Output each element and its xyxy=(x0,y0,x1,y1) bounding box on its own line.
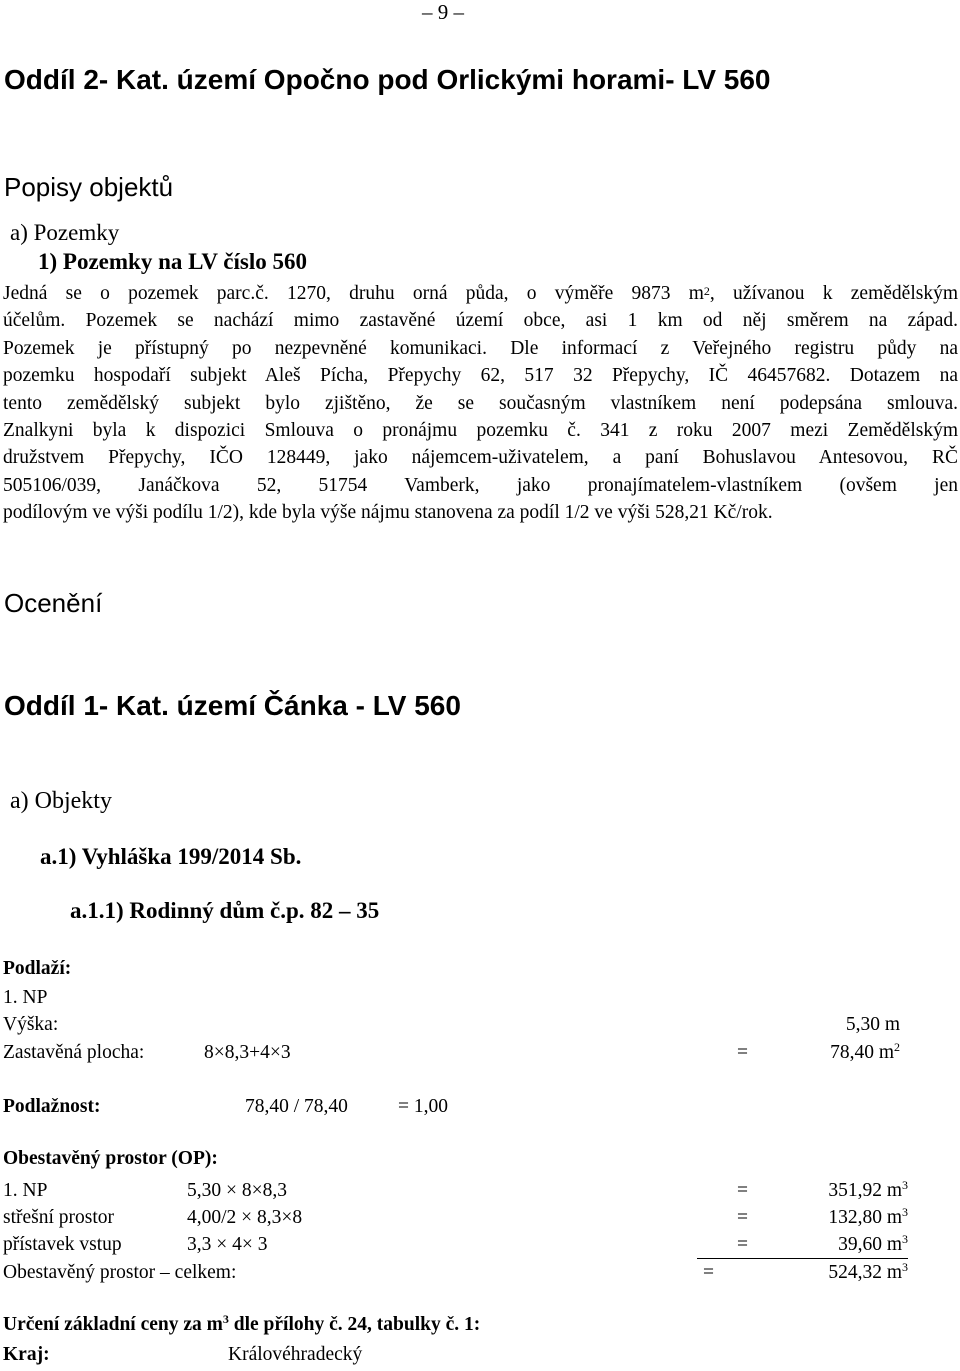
volume-total-value: 524,32 $m^3$ xyxy=(828,1260,908,1283)
region-label: Kraj: xyxy=(3,1344,50,1365)
floors-label: Podlaží: xyxy=(3,958,72,979)
volume-row-value: 39,60 $m^3$ xyxy=(838,1232,908,1255)
paragraph-line: tento zemědělský subjekt bylo zjištěno, že se současným vlastníkem není podepsána smlouva. xyxy=(3,392,958,414)
volume-total-equals: = xyxy=(703,1262,714,1283)
volume-heading: Obestavěný prostor (OP): xyxy=(3,1148,218,1169)
volume-row-label: přístavek vstup xyxy=(3,1234,122,1255)
volume-total-label: Obestavěný prostor – celkem: xyxy=(3,1262,237,1283)
paragraph-line: pozemku hospodaří subjekt Aleš Pícha, Přepychy 62, 517 32 Přepychy, IČ 46457682. Dotazem na xyxy=(3,365,958,387)
volume-row-formula: 4,00/2 × 8,3×8 xyxy=(187,1207,303,1228)
descriptions-heading: Popisy objektů xyxy=(4,172,174,202)
paragraph-line: Pozemek je přístupný po nezpevněné komunikaci. Dle informací z Veřejného registru půdy na xyxy=(3,337,958,359)
built-area-formula: 8×8,3+4×3 xyxy=(204,1042,291,1063)
land-description-paragraph xyxy=(3,280,958,527)
volume-row-value: 132,80 $m^3$ xyxy=(828,1205,908,1228)
volume-row-equals: = xyxy=(737,1207,748,1228)
floor-ratio-label: Podlažnost: xyxy=(3,1096,101,1117)
land-sub-heading: 1) Pozemky na LV číslo 560 xyxy=(38,249,307,274)
volume-row-equals: = xyxy=(737,1180,748,1201)
section1-title: Oddíl 1- Kat. území Čánka - LV 560 xyxy=(4,690,461,721)
sum-rule xyxy=(697,1258,908,1259)
height-label: Výška: xyxy=(3,1014,59,1035)
volume-row-label: střešní prostor xyxy=(3,1207,115,1228)
volume-row-formula: 3,3 × 4× 3 xyxy=(187,1234,268,1255)
built-area-label: Zastavěná plocha: xyxy=(3,1042,145,1063)
paragraph-line: podílovým ve výši podílu 1/2), kde byla výše nájmu stanovena za podíl 1/2 ve výši 528,21 Kč/rok. xyxy=(3,502,773,524)
land-heading: a) Pozemky xyxy=(10,220,120,245)
volume-row-value: 351,92 $m^3$ xyxy=(828,1178,908,1201)
floor-ratio-formula: 78,40 / 78,40 xyxy=(245,1096,348,1117)
objects-heading: a) Objekty xyxy=(10,788,112,814)
valuation-heading: Ocenění xyxy=(4,588,103,618)
house-heading: a.1.1) Rodinný dům č.p. 82 – 35 xyxy=(70,898,380,923)
volume-row-label: 1. NP xyxy=(3,1180,48,1201)
paragraph-line: 505106/039, Janáčkova 52, 51754 Vamberk, jako pronajímatelem-vlastníkem (ovšem jen xyxy=(3,474,958,496)
decree-heading: a.1) Vyhláška 199/2014 Sb. xyxy=(40,844,302,869)
floor-ratio-result: = 1,00 xyxy=(398,1096,448,1117)
built-area-value: 78,40 $m^2$ xyxy=(830,1040,900,1063)
paragraph-line: Znalkyni byla k dispozici Smlouva o pronájmu pozemku č. 341 z roku 2007 mezi Zemědělským xyxy=(3,419,958,441)
paragraph-line: družstvem Přepychy, IČO 128449, jako nájemcem-uživatelem, a paní Bohuslavou Antesovou, RČ xyxy=(3,447,958,469)
page-number: – 9 – xyxy=(422,0,464,24)
section2-title: Oddíl 2- Kat. území Opočno pod Orlickými horami- LV 560 xyxy=(4,64,771,95)
height-value: 5,30 m xyxy=(845,1014,900,1035)
built-area-equals: = xyxy=(737,1042,748,1063)
base-price-heading: Určení základní ceny za $m^3$ dle přílohy č. 24, tabulky č. 1: xyxy=(3,1312,481,1335)
paragraph-line: účelům. Pozemek se nachází mimo zastavěné území obce, asi 1 km od něj směrem na západ. xyxy=(3,310,958,332)
paragraph-line: Jedná se o pozemek parc.č. 1270, druhu orná půda, o výměře 9873 $m^2$, užívanou k zemědělským xyxy=(3,283,958,304)
volume-row-formula: 5,30 × 8×8,3 xyxy=(187,1180,287,1201)
floor-1np-label: 1. NP xyxy=(3,987,48,1008)
volume-row-equals: = xyxy=(737,1234,748,1255)
region-value: Královéhradecký xyxy=(228,1344,363,1365)
